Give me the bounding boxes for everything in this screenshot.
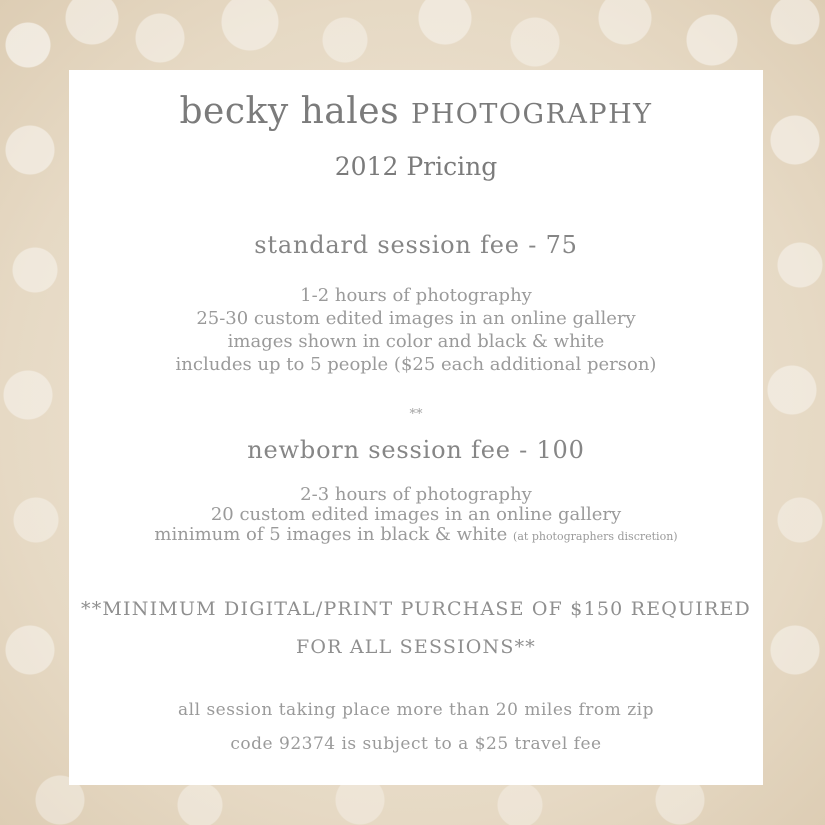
minimum-purchase-notice-line2: FOR ALL SESSIONS** <box>295 636 536 658</box>
standard-session-title: standard session fee - 75 <box>254 231 578 259</box>
standard-detail-hours: 1-2 hours of photography <box>300 285 532 306</box>
travel-fee-notice-line1: all session taking place more than 20 miles from zip <box>178 700 654 720</box>
pricing-card <box>69 70 763 785</box>
newborn-detail-images: 20 custom edited images in an online gallery <box>210 504 622 525</box>
newborn-session-title: newborn session fee - 100 <box>247 436 585 464</box>
brand-name: becky hales <box>179 91 400 132</box>
brand-title <box>69 91 763 132</box>
pricing-year-subtitle: 2012 Pricing <box>334 152 498 181</box>
minimum-purchase-notice-line1: **MINIMUM DIGITAL/PRINT PURCHASE OF $150 REQUIRED <box>81 598 751 620</box>
standard-detail-images: 25-30 custom edited images in an online gallery <box>196 308 636 329</box>
newborn-detail-bw-text: minimum of 5 images in black & white <box>154 524 508 545</box>
section-separator: ** <box>409 407 423 422</box>
newborn-detail-note: (at photographers discretion) <box>513 530 678 543</box>
newborn-detail-bw <box>69 525 763 547</box>
brand-suffix: PHOTOGRAPHY <box>411 99 653 130</box>
newborn-detail-hours: 2-3 hours of photography <box>300 484 532 505</box>
standard-detail-people: includes up to 5 people ($25 each additional person) <box>175 354 657 375</box>
travel-fee-notice-line2: code 92374 is subject to a $25 travel fee <box>230 734 602 754</box>
standard-detail-color: images shown in color and black & white <box>227 331 605 352</box>
